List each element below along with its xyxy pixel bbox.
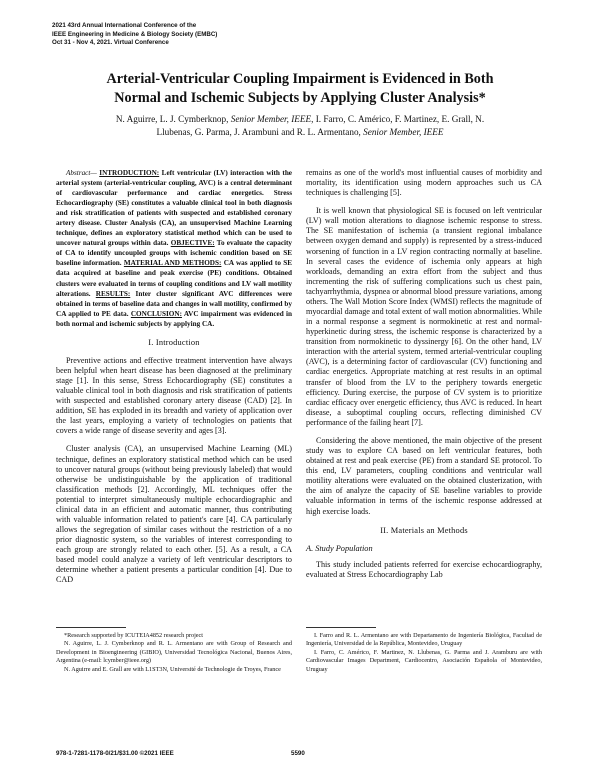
isbn-copyright: 978-1-7281-1178-0/21/$31.00 ©2021 IEEE: [56, 750, 174, 757]
conference-line-1: 2021 43rd Annual International Conference of the: [52, 22, 197, 29]
abstract-objective-label: OBJECTIVE:: [170, 239, 215, 248]
intro-paragraph-1: Preventive actions and effective treatment intervention have always been helpful when heart disease has been diagnosed at the preliminary stage [1]. In this sense, Stress Echocardiography (SE) constitutes a valuable clinical tool in both diagnosis and risk stratification of patients with suspected and established coronary artery disease (CAD) [2]. In addition, SE has exploded in its breadth and variety of application over the last years, employing a variety of technologies on patients that covers a wide range of disease severity and ages [3].: [56, 355, 292, 436]
authors-title-2: Senior Member, IEEE: [363, 126, 444, 137]
author-list: [40, 113, 560, 139]
footnotes-right: [306, 632, 542, 674]
paper-title: [30, 70, 570, 108]
footnote-affiliation-3: I. Farro and R. L. Armentano are with Departamento de Ingeniería Biológica, Facultad de Ingeniería, Universidad de la República, Montevideo, Uruguay: [306, 632, 542, 648]
abstract-objective: To evaluate the capacity of CA to identify uncoupled groups with ischemic condition based on SE baseline information.: [56, 239, 293, 268]
abstract-label: Abstract—: [66, 169, 97, 177]
authors-part-3: Llubenas, G. Parma, J. Arambuni and R. L. Armentano,: [156, 126, 361, 137]
intro-paragraph-4: It is well known that physiological SE is focused on left ventricular (LV) wall motion alterations to diagnose ischemic response to stress. The SE manifestation of ischemia (a transient regional imbalance between oxygen demand and supply) is represented by a stress-induced worsening of function in a LV region contracting normally at baseline. In several cases the evidence of ischemia only appears at high workloads, demanding an extra effort from the subject and thus incrementing the risk of suffering complications such us chest pain, tachyarrhythmia, dyspnea or abnormal blood pressure variations, among others. The Wall Motion Score Index (WMSI) reflects the magnitude of myocardial damage and total extent of wall motion abnormalities. While in a normal response a segment is normokinetic at rest and normal-hyperkinetic during stress, the ischemic response is characterized by a transition from normokinetic to dyssinergy [6]. On the other hand, LV interaction with the arterial system, termed arterial-ventricular coupling (AVC), is a determining factor of cardiovascular (CV) functioning and cardiac energetics. Appropriate matching at rest results in an optimal transfer of blood from the LV to the periphery towards energetic efficiency. During exercise, the purpose of CV system is to prioritize cardiac efficacy over energetic efficiency, thus AVC is reduced. In heart disease, a suboptimal coupling occurs, reflecting diminished CV performance of the failing heart [7].: [306, 206, 542, 427]
section-heading-methods: II. Materials an Methods: [380, 525, 468, 535]
footnote-research: *Research supported by ICUTEIA4852 research project: [64, 632, 203, 639]
footnotes-left: [56, 632, 292, 674]
abstract-results-label: RESULTS:: [95, 289, 131, 298]
abstract-intro-label: INTRODUCTION:: [99, 169, 160, 177]
intro-paragraph-5: Considering the above mentioned, the main objective of the present study was to explore CA based on left ventricular features, both obtained at rest and peak exercise (PE) from a standard SE protocol. To this end, LV parameters, coupling conditions and ventricular wall motility alterations were evaluated on the obtained clusterization, with the aim of analyze the capacity of SE baseline variables to provide valuable information in terms of the ischemic response addressed at high exercise loads.: [306, 435, 542, 516]
abstract-results: Inter cluster significant AVC differences were obtained in terms of baseline data and changes in wall motility, confirmed by CA applied to PE data.: [56, 289, 293, 318]
title-line-2: Normal and Ischemic Subjects by Applying Cluster Analysis*: [114, 90, 486, 106]
intro-paragraph-2: Cluster analysis (CA), an unsupervised Machine Learning (ML) technique, defines an exploratory statistical method which can be used to uncover natural groups (without being previously labeled) that would otherwise be undistinguishable by the application of traditional classification methods [2]. Accordingly, ML techniques offer the potential to interpret simultaneously multiple echocardiographic and clinical data in an efficient and automatic manner, thus contributing with valuable information related to patient's care [4]. CA particularly allows the segregation of similar cases without the restriction of a no prior diagnostic system, so the variables of interest corresponding to each group are strongly related to each other. [5]. As a result, a CA based model could analyze a variety of left ventricular descriptors to determine whether a patient presents a particular condition [4]. Due to CAD: [56, 444, 292, 585]
footnote-affiliation-4: I. Farro, C. Américo, F. Martinez, N. Llubenas, G. Parma and J. Aramburu are with Cardiovascular Images Department, Cardiocentro, Asociación Española of Montevideo, Uruguay: [306, 648, 542, 673]
footnote-affiliation-2: N. Aguirre and E. Grall are with L1ST3N, Université de Technologie de Troyes, France: [64, 665, 281, 673]
authors-part-2: , I. Farro, C. Américo, F. Martinez, E. Grall, N.: [311, 114, 485, 124]
footnote-affiliation-1: N. Aguirre, L. J. Cymberknop and R. L. Armentano are with Group of Research and Development in Bioengineering (GIBIO), Universidad Tecnológica Nacional, Buenos Aires, Argentina (e-mail: lcymber@ieee.org): [56, 640, 292, 665]
footnote-rule-left: [56, 627, 126, 628]
authors-line-1: [40, 113, 560, 126]
authors-line-2: [40, 126, 560, 139]
left-column: [56, 168, 292, 586]
authors-part-1: N. Aguirre, L. J. Cymberknop,: [115, 114, 229, 124]
abstract: [56, 168, 292, 329]
footnote-rule-right: [306, 627, 376, 628]
abstract-intro: Left ventricular (LV) interaction with the arterial system (arterial-ventricular coupling, AVC) is a central determinant of cardiovascular performance and cardiac energetics. Stress Echocardiography (SE) constitutes a valuable clinical tool in both diagnosis and risk stratification of patients with suspected and established coronary artery disease. Cluster Analysis (CA), an unsupervised Machine Learning technique, defines an exploratory statistical method which can be used to uncover natural groups within data.: [56, 169, 293, 248]
abstract-conclusion: AVC impairment was evidenced in both normal and ischemic subjects by applying CA.: [56, 309, 292, 328]
title-line-1: Arterial-Ventricular Coupling Impairment is Evidenced in Both: [106, 71, 494, 87]
conference-line-2: IEEE Engineering in Medicine & Biology Society (EMBC): [52, 30, 218, 38]
subsection-heading-study-population: A. Study Population: [306, 543, 373, 553]
page-number: 5590: [291, 750, 305, 757]
methods-paragraph-1: This study included patients referred for exercise echocardiography, evaluated at Stress Echocardiography Lab: [306, 559, 542, 579]
right-column: [306, 168, 542, 580]
conference-line-3: Oct 31 - Nov 4, 2021. Virtual Conference: [52, 39, 169, 47]
abstract-methods: CA was applied to SE data acquired at baseline and peak exercise (PE) conditions. Obtained clusters were evaluated in terms of coupling conditions and LV wall motility alterations.: [56, 259, 292, 298]
abstract-methods-label: MATERIAL AND METHODS:: [123, 259, 222, 268]
conference-header: [52, 22, 352, 48]
abstract-conclusion-label: CONCLUSION:: [130, 309, 182, 318]
authors-title-1: Senior Member, IEEE: [230, 114, 312, 124]
intro-paragraph-3: remains as one of the world's most influential causes of morbidity and mortality, its identification using modern approaches such us CA techniques is challenging [5].: [306, 168, 542, 198]
section-heading-introduction: I. Introduction: [148, 337, 200, 347]
